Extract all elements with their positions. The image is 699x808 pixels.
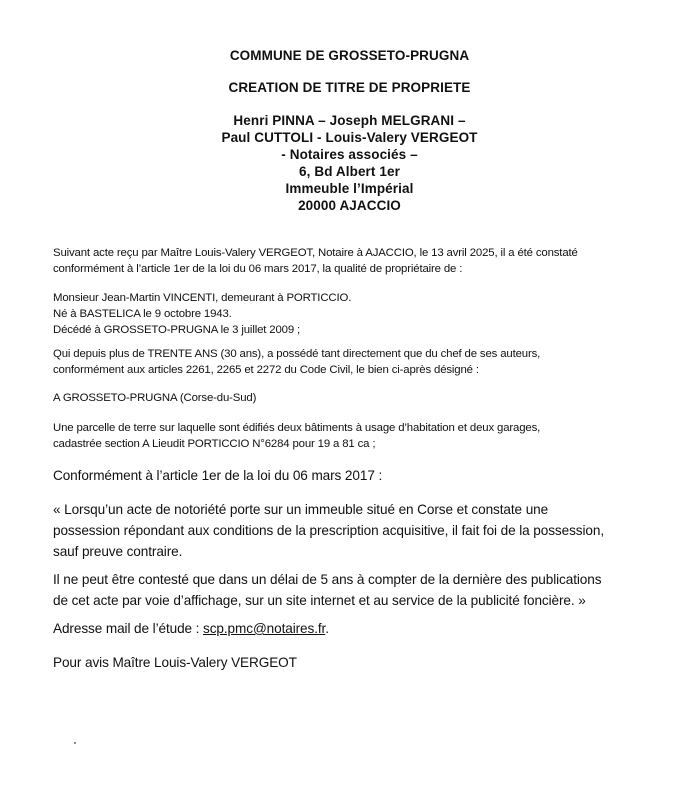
- text-line: Monsieur Jean-Martin VINCENTI, demeurant à PORTICCIO.: [53, 292, 352, 304]
- text-line: Qui depuis plus de TRENTE ANS (30 ans), a possédé tant directement que du chef de ses auteurs,: [53, 348, 541, 360]
- text-line: Une parcelle de terre sur laquelle sont édifiés deux bâtiments à usage d’habitation et deux garages,: [53, 422, 541, 434]
- address-line: 20000 AJACCIO: [298, 198, 401, 213]
- text-line: sauf preuve contraire.: [53, 544, 183, 559]
- parcel-paragraph: [53, 420, 683, 452]
- text-line: Né à BASTELICA le 9 octobre 1943.: [53, 308, 232, 320]
- text-line: A GROSSETO-PRUGNA (Corse-du-Sud): [53, 392, 257, 404]
- notaries-block: [0, 112, 699, 214]
- notaries-line: Henri PINNA – Joseph MELGRANI –: [233, 113, 466, 128]
- notaries-line: Paul CUTTOLI - Louis-Valery VERGEOT: [221, 130, 478, 145]
- commune-heading: [0, 47, 699, 64]
- intro-paragraph: [53, 245, 683, 277]
- conformement-paragraph: [53, 465, 683, 486]
- signature-paragraph: [53, 652, 683, 673]
- commune-name: COMMUNE DE GROSSETO-PRUGNA: [229, 48, 470, 63]
- text-line: Conformément à l’article 1er de la loi du 06 mars 2017 :: [53, 468, 383, 483]
- possession-paragraph: [53, 346, 683, 378]
- text-line: Décédé à GROSSETO-PRUGNA le 3 juillet 2009 ;: [53, 324, 301, 336]
- quote-paragraph: [53, 499, 683, 562]
- address-line: Immeuble l’Impérial: [285, 181, 414, 196]
- document-title: [0, 79, 699, 96]
- email-link[interactable]: scp.pmc@notaires.fr: [203, 621, 326, 636]
- text-line: Il ne peut être contesté que dans un délai de 5 ans à compter de la dernière des publications: [53, 572, 602, 587]
- text-line: conformément à l’article 1er de la loi du 06 mars 2017, la qualité de propriétaire de :: [53, 263, 463, 275]
- text-line: possession répondant aux conditions de la prescription acquisitive, il fait foi de la possession,: [53, 523, 604, 538]
- owner-paragraph: [53, 290, 683, 338]
- notaries-line: - Notaires associés –: [281, 147, 418, 162]
- text-line: de cet acte par voie d’affichage, sur un site internet et au service de la publicité foncière. »: [53, 593, 586, 608]
- title-text: CREATION DE TITRE DE PROPRIETE: [228, 80, 471, 95]
- location-paragraph: [53, 390, 683, 406]
- email-paragraph: [53, 618, 683, 639]
- text-line: « Lorsqu’un acte de notoriété porte sur un immeuble situé en Corse et constate une: [53, 502, 549, 517]
- text-line: Suivant acte reçu par Maître Louis-Valery VERGEOT, Notaire à AJACCIO, le 13 avril 2025, il a été constaté: [53, 247, 578, 259]
- email-label: Adresse mail de l’étude :: [53, 621, 204, 636]
- scan-speck: [74, 742, 76, 744]
- contest-paragraph: [53, 569, 683, 611]
- email-line: [53, 618, 683, 639]
- text-line: conformément aux articles 2261, 2265 et 2272 du Code Civil, le bien ci-après désigné :: [53, 364, 479, 376]
- email-end: .: [325, 621, 329, 636]
- text-line: cadastrée section A Lieudit PORTICCIO N°6284 pour 19 a 81 ca ;: [53, 438, 376, 450]
- signature-text: Pour avis Maître Louis-Valery VERGEOT: [53, 655, 297, 670]
- address-line: 6, Bd Albert 1er: [299, 164, 400, 179]
